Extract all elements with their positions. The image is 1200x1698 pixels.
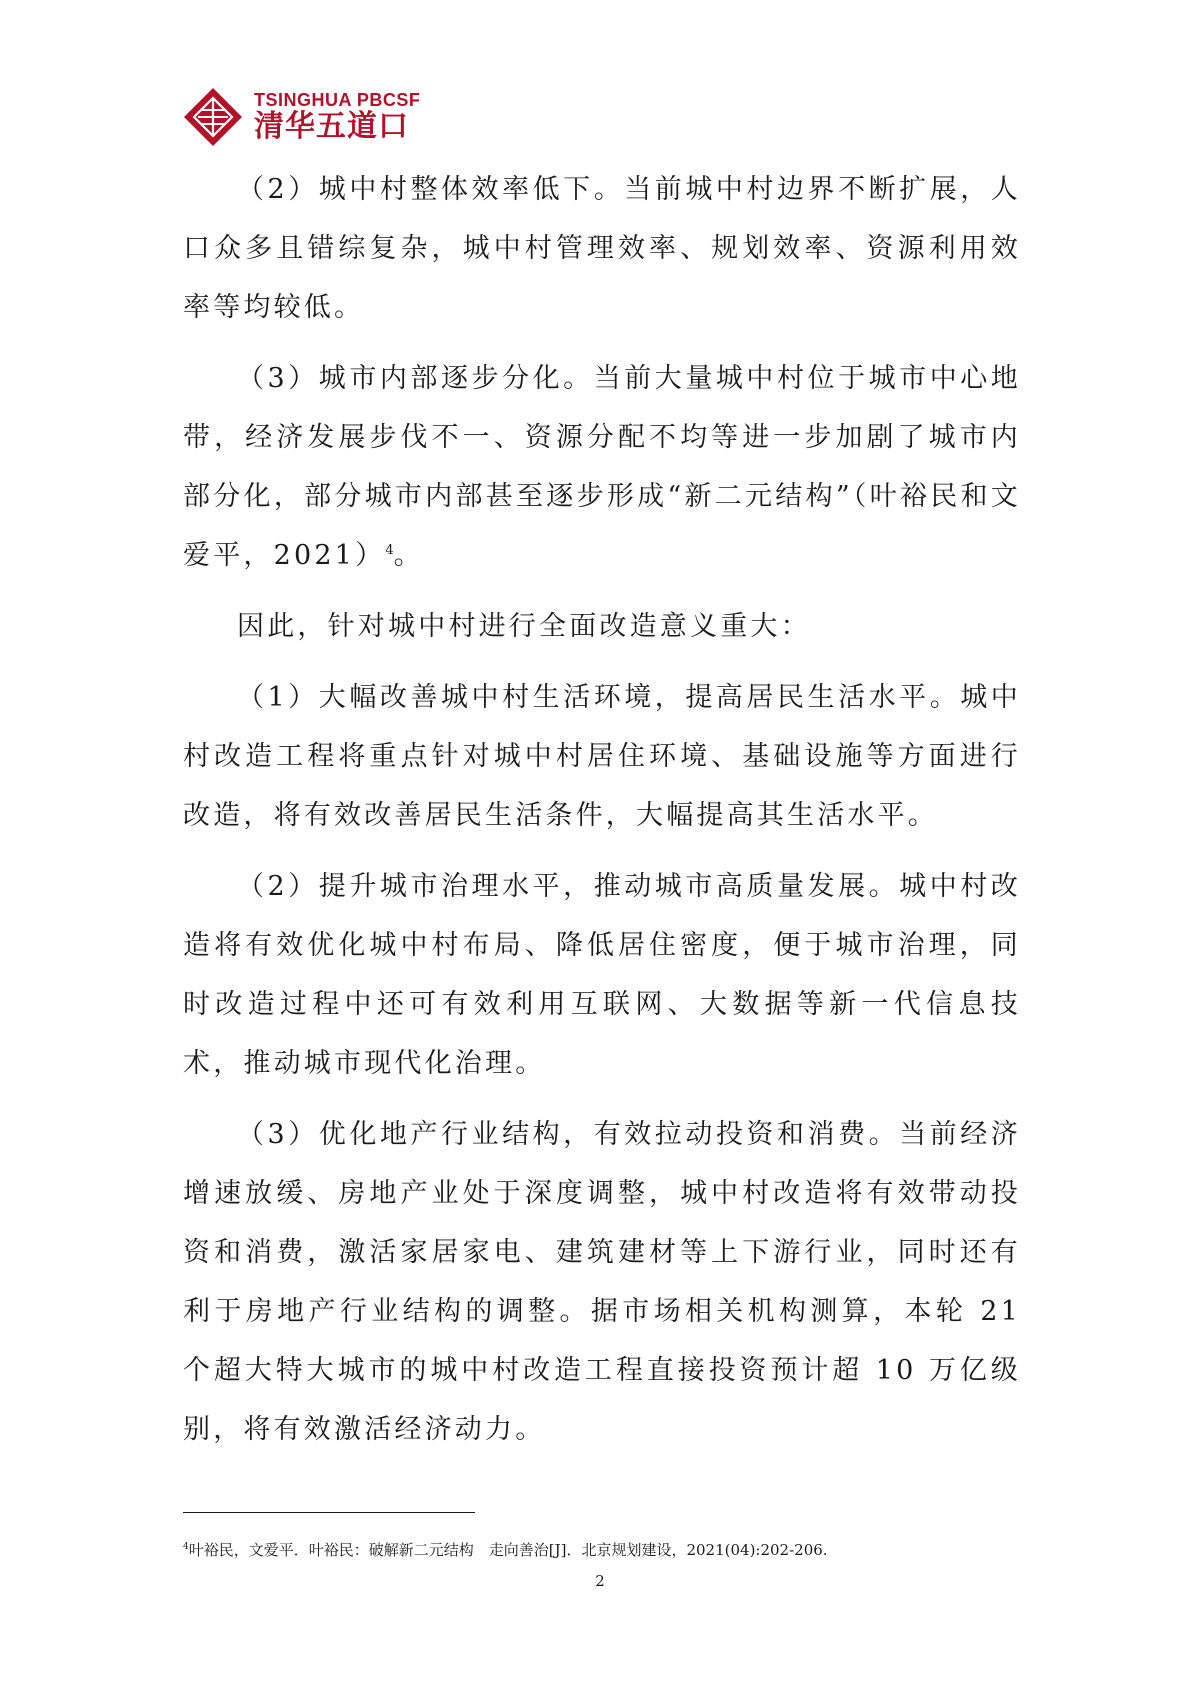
footnote-text: 叶裕民，文爱平．叶裕民：破解新二元结构 走向善治[J]．北京规划建设，2021(04):202-206. [188,1541,828,1559]
page-header [182,86,420,148]
footnote-divider [183,1512,475,1513]
page-number: 2 [595,1572,605,1590]
paragraph-end-punctuation: 。 [393,540,424,571]
paragraph: （3）优化地产行业结构，有效拉动投资和消费。当前经济增速放缓、房地产业处于深度调整，城中村改造将有效带动投资和消费，激活家居家电、建筑建材等上下游行业，同时还有利于房地产行业结构的调整。据市场相关机构测算，本轮 21 个超大特大城市的城中村改造工程直接投资预计超 10 万亿级别，将有效激活经济动力。 [183,1119,1021,1445]
paragraph: （1）大幅改善城中村生活环境，提高居民生活水平。城中村改造工程将重点针对城中村居住环境、基础设施等方面进行改造，将有效改善居民生活条件，大幅提高其生活水平。 [183,682,1021,831]
brand-text [254,90,420,144]
tsinghua-pbcsf-logo-icon [182,86,244,148]
footnote-number: 4 [183,1542,189,1552]
brand-english-name: TSINGHUA PBCSF [254,90,421,110]
paragraph: 因此，针对城中村进行全面改造意义重大： [237,611,811,642]
body-text [183,160,1021,1471]
paragraph-text: （3）城市内部逐步分化。当前大量城中村位于城市中心地带，经济发展步伐不一、资源分配不均等进一步加剧了城市内部分化，部分城市内部甚至逐步形成“新二元结构”（叶裕民和文爱平，2021） [183,363,1021,571]
paragraph: （2）提升城市治理水平，推动城市高质量发展。城中村改造将有效优化城中村布局、降低居住密度，便于城市治理，同时改造过程中还可有效利用互联网、大数据等新一代信息技术，推动城市现代化治理。 [183,871,1021,1079]
paragraph-with-citation [183,349,1021,585]
paragraph: （2）城中村整体效率低下。当前城中村边界不断扩展，人口众多且错综复杂，城中村管理效率、规划效率、资源利用效率等均较低。 [183,174,1021,323]
footnote [183,1540,828,1560]
brand-chinese-name: 清华五道口 [254,109,409,144]
footnote-reference: 4 [385,543,394,558]
